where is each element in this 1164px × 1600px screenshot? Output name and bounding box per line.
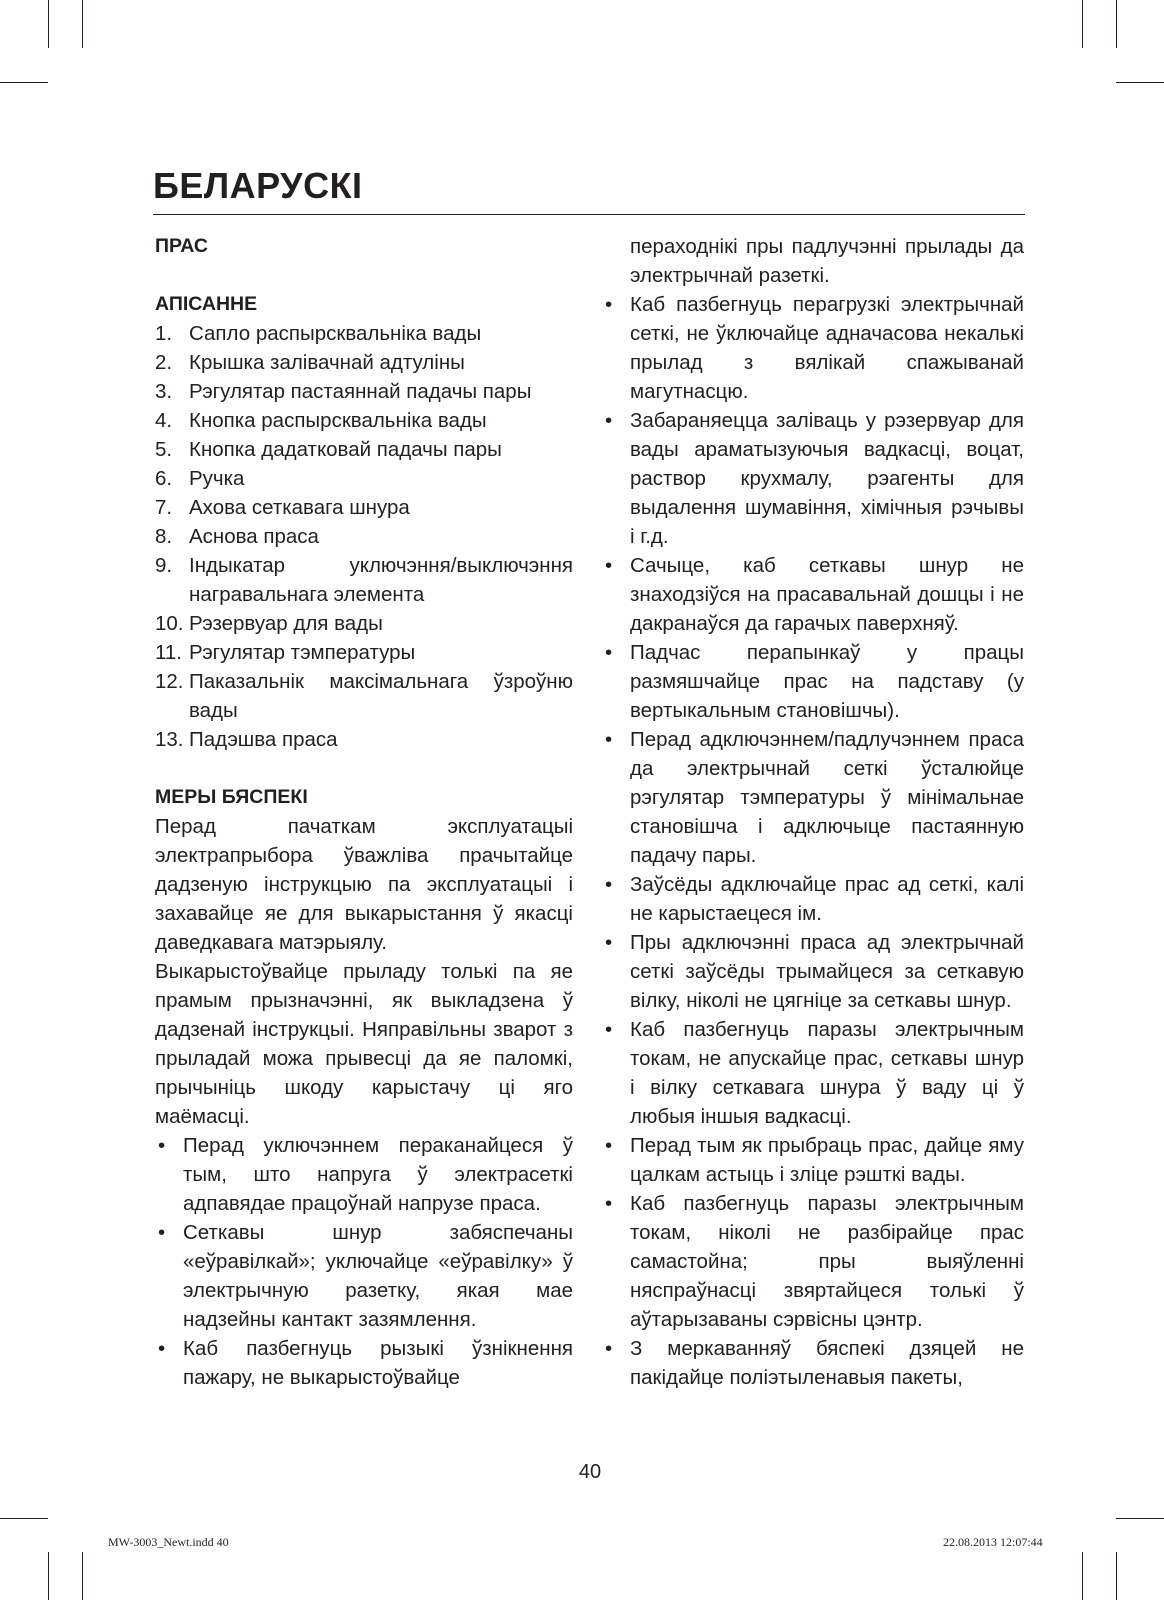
slug-filename: MW-3003_Newt.indd 40	[108, 1535, 229, 1549]
list-item: • Каб пазбегнуць паразы электрычным токам, не апускайце прас, сеткавы шнур і вілку сеткавага шнура ў ваду ці ў любыя іншыя вадкасці.	[602, 1015, 1024, 1131]
crop-mark	[48, 0, 49, 48]
bullet-icon: •	[158, 1134, 166, 1157]
list-item: 4. Кнопка распырсквальніка вады	[155, 409, 487, 432]
left-column	[155, 232, 573, 1392]
bullet-icon: •	[605, 1018, 613, 1041]
list-item: 11. Рэгулятар тэмпературы	[155, 641, 416, 664]
crop-mark	[1116, 1552, 1117, 1600]
list-item: • Перад уключэннем пераканайцеся ў тым, што напруга ў электрасеткі адпавядае працоўнай напрузе праса.	[155, 1131, 573, 1218]
list-item: • Каб пазбегнуць паразы электрычным токам, ніколі не разбірайце прас самастойна; пры выяўленні няспраўнасці звяртайцеся толькі ў аўтарызаваны сэрвісны цэнтр.	[602, 1189, 1024, 1334]
bullet-icon: •	[605, 293, 613, 316]
list-item: 9. Індыкатар уключэння/выключэння награвальнага элемента	[155, 554, 573, 606]
parts-list	[155, 319, 573, 754]
list-item: 7. Ахова сеткавага шнура	[155, 496, 410, 519]
list-item: • Каб пазбегнуць рызыкі ўзнікнення пажару, не выкарыстоўвайце	[155, 1334, 573, 1392]
safety-bullet-list	[155, 1131, 573, 1392]
list-item: • Перад тым як прыбраць прас, дайце яму цалкам астыць і зліце рэшткі вады.	[602, 1131, 1024, 1189]
list-item: • Каб пазбегнуць перагрузкі электрычнай сеткі, не ўключайце адначасова некалькі прылад з вялікай спажыванай магутнасцю.	[602, 290, 1024, 406]
title-rule	[153, 214, 1025, 215]
list-item: 8. Аснова праса	[155, 525, 319, 548]
crop-mark	[0, 1518, 48, 1519]
crop-mark	[1082, 1552, 1083, 1600]
bullet-icon: •	[605, 931, 613, 954]
list-item: 2. Крышка залівачнай адтуліны	[155, 351, 465, 374]
list-item: • З меркаванняў бяспекі дзяцей не пакідайце поліэтыленавыя пакеты,	[602, 1334, 1024, 1392]
bullet-icon: •	[605, 728, 613, 751]
list-item: 1. Сапло распырсквальніка вады	[155, 322, 482, 345]
list-item: • Заўсёды адключайце прас ад сеткі, калі не карыстаецеся ім.	[602, 870, 1024, 928]
list-item: 3. Рэгулятар пастаяннай падачы пары	[155, 380, 532, 403]
list-item: 10. Рэзервуар для вады	[155, 612, 383, 635]
description-heading: АПІСАННЕ	[155, 293, 258, 315]
bullet-icon: •	[605, 1134, 613, 1157]
list-item: • Сачыце, каб сеткавы шнур не знаходзіўся на прасавальнай дошцы і не дакранаўся да гарачых паверхняў.	[602, 551, 1024, 638]
crop-mark	[82, 0, 83, 48]
bullet-icon: •	[158, 1221, 166, 1244]
page-title: БЕЛАРУСКІ	[153, 165, 363, 206]
crop-mark	[1082, 0, 1083, 48]
bullet-icon: •	[605, 409, 613, 432]
list-item: • Перад адключэннем/падлучэннем праса да электрычнай сеткі ўсталюйце рэгулятар тэмпературы ў мінімальнае становішча і адключыце пастаянную падачу пары.	[602, 725, 1024, 870]
bullet-icon: •	[605, 641, 613, 664]
crop-mark	[0, 82, 48, 83]
list-item: • Падчас перапынкаў у працы размяшчайце прас на падставу (у вертыкальным становішчы).	[602, 638, 1024, 725]
list-item: 5. Кнопка дадатковай падачы пары	[155, 438, 502, 461]
list-item: 12. Паказальнік максімальнага ўзроўню вады	[155, 670, 573, 722]
list-item: • Сеткавы шнур забяспечаны «еўравілкай»; уключайце «еўравілку» ў электрычную разетку, якая мае надзейны кантакт зазямлення.	[155, 1218, 573, 1334]
slug-timestamp: 22.08.2013 12:07:44	[943, 1535, 1043, 1549]
bullet-icon: •	[158, 1337, 166, 1360]
safety-intro-paragraph: Выкарыстоўвайце прыладу толькі па яе прамым прызначэнні, як выкладзена ў дадзенай інструкцыі. Няправільны зварот з прыладай можа прывесці да яе паломкі, прычыніць шкоду карыстачу ці яго маёмасці.	[155, 960, 573, 1128]
section-title: ПРАС	[155, 235, 208, 257]
crop-mark	[48, 1552, 49, 1600]
crop-mark	[1116, 82, 1164, 83]
list-item: 13. Падэшва праса	[155, 728, 338, 751]
right-column	[602, 232, 1024, 1392]
list-item: • Пры адключэнні праса ад электрычнай сеткі заўсёды трымайцеся за сеткавую вілку, ніколі не цягніце за сеткавы шнур.	[602, 928, 1024, 1015]
safety-bullet-list	[602, 290, 1024, 1392]
continued-text: пераходнікі пры падлучэнні прылады да электрычнай разеткі.	[630, 235, 1024, 287]
page-number: 40	[578, 1461, 602, 1483]
list-item: • Забараняецца заліваць у рэзервуар для вады араматызуючыя вадкасці, воцат, раствор крухмалу, рэагенты для выдалення шумавіння, хімічныя рэчывы і г.д.	[602, 406, 1024, 551]
safety-intro-paragraph: Перад пачаткам эксплуатацыі электрапрыбора ўважліва прачытайце дадзеную інструкцыю па эксплуатацыі і захавайце яе для выкарыстання ў якасці даведкавага матэрыялу.	[155, 815, 573, 954]
bullet-icon: •	[605, 873, 613, 896]
crop-mark	[82, 1552, 83, 1600]
bullet-icon: •	[605, 1192, 613, 1215]
bullet-icon: •	[605, 1337, 613, 1360]
list-item: 6. Ручка	[155, 467, 245, 490]
crop-mark	[1116, 1518, 1164, 1519]
safety-heading: МЕРЫ БЯСПЕКІ	[155, 786, 308, 808]
crop-mark	[1116, 0, 1117, 48]
bullet-icon: •	[605, 554, 613, 577]
